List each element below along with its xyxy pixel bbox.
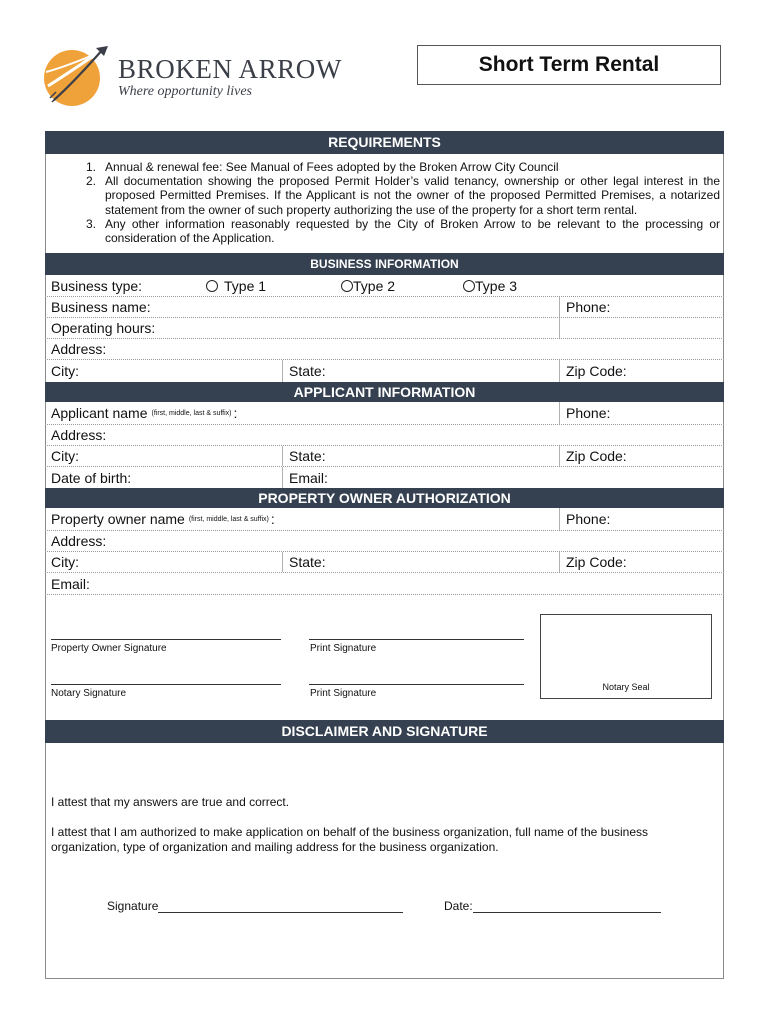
operating-hours-field[interactable] (45, 318, 559, 338)
type-1-radio[interactable] (206, 280, 218, 292)
business-state-label: State: (289, 363, 326, 379)
disclaimer-line-2: I attest that I am authorized to make application on behalf of the business organization, full name of the business organization, type of organization and mailing address for the business organization. (51, 825, 649, 854)
final-date-line[interactable] (473, 900, 661, 913)
owner-name-label: Property owner name (51, 511, 185, 527)
print-signature-line-1[interactable] (309, 639, 524, 640)
notary-signature-label: Notary Signature (51, 688, 127, 699)
owner-name-colon: : (270, 511, 275, 527)
applicant-dob-row (45, 467, 724, 488)
applicant-dob-field[interactable] (45, 467, 282, 488)
notary-seal-box (540, 614, 712, 699)
final-date-label: Date: (444, 899, 473, 913)
applicant-address-field[interactable] (45, 425, 106, 445)
brand-tagline: Where opportunity lives (118, 84, 253, 99)
brand-name: BROKEN ARROW (118, 54, 342, 84)
business-phone-field[interactable] (559, 297, 610, 317)
owner-address-row (45, 531, 724, 552)
disclaimer-header: DISCLAIMER AND SIGNATURE (45, 720, 724, 743)
owner-address-field[interactable] (45, 531, 106, 551)
business-address-row (45, 339, 724, 360)
owner-city-field[interactable] (45, 552, 282, 572)
business-city-field[interactable] (45, 360, 282, 382)
operating-hours-label: Operating hours: (51, 320, 156, 336)
business-info-header: BUSINESS INFORMATION (45, 253, 724, 275)
owner-email-field[interactable] (45, 573, 90, 594)
requirement-item (54, 160, 720, 174)
owner-zip-field[interactable] (559, 552, 627, 572)
owner-email-label: Email: (51, 575, 90, 592)
applicant-email-field[interactable] (282, 467, 328, 488)
business-address-field[interactable] (45, 339, 106, 359)
print-signature-label-2: Print Signature (310, 688, 377, 699)
business-name-field[interactable] (45, 297, 559, 317)
owner-name-row (45, 508, 724, 531)
owner-city-row (45, 552, 724, 573)
applicant-email-label: Email: (289, 469, 328, 486)
city-logo (40, 42, 360, 112)
business-name-row (45, 297, 724, 318)
requirement-number: 1. (85, 160, 96, 174)
applicant-zip-label: Zip Code: (566, 448, 627, 464)
business-state-field[interactable] (282, 360, 559, 382)
requirement-text: Annual & renewal fee: See Manual of Fees adopted by the Broken Arrow City Council (105, 160, 559, 174)
requirement-text: Any other information reasonably requested by the City of Broken Arrow to be relevant to the processing or consideration of the Application. (105, 216, 720, 246)
business-type-label: Business type: (51, 277, 143, 294)
owner-city-label: City: (51, 554, 79, 570)
business-address-label: Address: (51, 341, 107, 357)
owner-email-row (45, 573, 724, 595)
applicant-name-colon: : (233, 405, 238, 421)
disclaimer-line-1: I attest that my answers are true and correct. (51, 795, 290, 809)
final-date-field[interactable] (444, 899, 661, 913)
form-title: Short Term Rental (417, 45, 721, 85)
business-zip-label: Zip Code: (566, 363, 627, 379)
applicant-state-label: State: (289, 448, 326, 464)
applicant-name-label: Applicant name (51, 405, 148, 421)
broken-arrow-logo-icon (40, 42, 116, 112)
requirement-text: All documentation showing the proposed Permit Holder’s valid tenancy, ownership or other legal interest in the proposed Permitted Premises. If the Applicant is not the owner of the proposed Permitted Premises, a notarized statement from the owner of such property authorizing the use of the property for a short term rental. (105, 174, 720, 217)
owner-phone-label: Phone: (566, 511, 611, 527)
applicant-phone-label: Phone: (566, 405, 611, 421)
type-3-option[interactable] (457, 275, 517, 296)
business-city-row (45, 360, 724, 382)
requirements-header: REQUIREMENTS (45, 131, 724, 154)
applicant-name-row (45, 402, 724, 425)
final-signature-field[interactable] (107, 899, 403, 913)
requirement-item (54, 174, 720, 217)
applicant-state-field[interactable] (282, 446, 559, 466)
requirement-item (54, 217, 720, 245)
requirement-number: 3. (85, 216, 96, 231)
applicant-name-hint: (first, middle, last & suffix) (151, 409, 232, 417)
print-signature-label-1: Print Signature (310, 643, 377, 654)
applicant-phone-field[interactable] (559, 402, 610, 424)
owner-name-hint: (first, middle, last & suffix) (188, 515, 269, 523)
notary-seal-label: Notary Seal (602, 682, 650, 692)
owner-signature-label: Property Owner Signature (51, 643, 167, 654)
print-signature-line-2[interactable] (309, 684, 524, 685)
owner-signature-line[interactable] (51, 639, 281, 640)
type-3-radio[interactable] (463, 280, 475, 292)
type-1-label: Type 1 (224, 277, 267, 294)
business-type-row (45, 275, 724, 297)
owner-zip-label: Zip Code: (566, 554, 627, 570)
applicant-dob-label: Date of birth: (51, 469, 132, 486)
business-phone-label: Phone: (566, 299, 611, 315)
applicant-city-row (45, 446, 724, 467)
notary-signature-line[interactable] (51, 684, 281, 685)
final-signature-line[interactable] (158, 900, 403, 913)
business-city-label: City: (51, 363, 79, 379)
operating-hours-row (45, 318, 724, 339)
applicant-address-row (45, 425, 724, 446)
applicant-city-field[interactable] (45, 446, 282, 466)
business-zip-field[interactable] (559, 360, 627, 382)
type-2-label: Type 2 (353, 277, 396, 294)
type-2-radio[interactable] (341, 280, 353, 292)
requirements-list (54, 160, 720, 245)
type-1-option[interactable] (200, 275, 266, 296)
type-3-label: Type 3 (475, 277, 518, 294)
owner-phone-field[interactable] (559, 508, 610, 530)
applicant-name-field[interactable] (45, 402, 559, 424)
applicant-info-header: APPLICANT INFORMATION (45, 382, 724, 402)
owner-address-label: Address: (51, 533, 107, 549)
operating-hours-extra-cell[interactable] (559, 318, 566, 338)
requirement-number: 2. (85, 174, 96, 189)
owner-name-field[interactable] (45, 508, 559, 530)
applicant-address-label: Address: (51, 427, 107, 443)
owner-state-field[interactable] (282, 552, 559, 572)
applicant-city-label: City: (51, 448, 79, 464)
owner-state-label: State: (289, 554, 326, 570)
business-name-label: Business name: (51, 299, 151, 315)
applicant-zip-field[interactable] (559, 446, 627, 466)
type-2-option[interactable] (335, 275, 395, 296)
final-signature-label: Signature (107, 899, 159, 913)
owner-auth-header: PROPERTY OWNER AUTHORIZATION (45, 488, 724, 508)
